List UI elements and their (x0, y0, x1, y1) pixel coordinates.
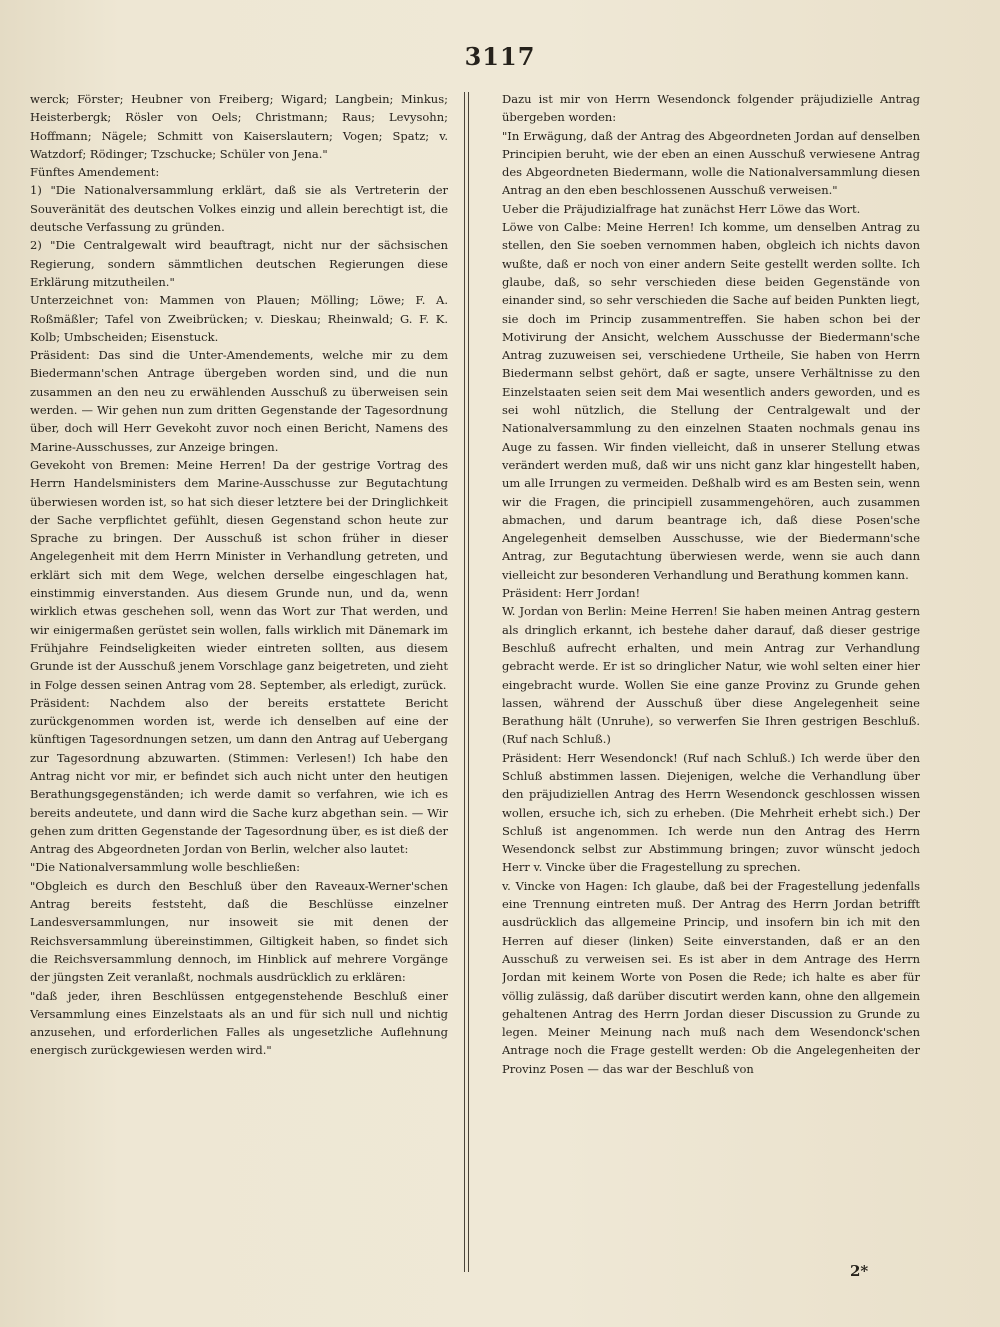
right-column-text: Dazu ist mir von Herrn Wesendonck folgender präjudizielle Antrag übergeben worden: "In Erwägung, daß der Antrag des Abgeordneten Jordan auf denselben Principien beruht, wie der eben an einen Ausschuß verwiesene Antrag des Abgeordneten Biedermann, wolle die Nationalversammlung diesen Antrag an den eben beschlossenen Ausschuß verweisen." Ueber die Präjudizialfrage hat zunächst Herr Löwe das Wort. Löwe von Calbe: Meine Herren! Ich komme, um denselben Antrag zu stellen, den Sie soeben vernommen haben, obgleich ich nichts davon wußte, daß er noch von einer andern Seite gestellt werden sollte. Ich glaube, daß, so sehr verschieden diese beiden Gegenstände von einander sind, so sehr verschieden die Sache auf beiden Punkten liegt, sie doch im Princip zusammentreffen. Sie haben schon bei der Motivirung der Ansicht, welchem Ausschusse der Biedermann'sche Antrag zuzuweisen sei, verschiedene Urtheile, Sie haben von Herrn Biedermann selbst gehört, daß er sagte, unsere Verhältnisse zu den Einzelstaaten seien seit dem Mai wesentlich anders geworden, und es sei wohl nützlich, die Stellung der Centralgewalt und der Nationalversammlung zu den einzelnen Staaten nochmals genau ins Auge zu fassen. Wir finden vielleicht, daß in unserer Stellung etwas verändert werden muß, daß wir uns nicht ganz klar hingestellt haben, um alle Irrungen zu vermeiden. Deßhalb wird es am Besten sein, wenn wir die Fragen, die principiell zusammengehören, auch zusammen abmachen, und darum beantrage ich, daß diese Posen'sche Angelegenheit demselben Ausschusse, wie der Biedermann'sche Antrag, zur Begutachtung überwiesen werde, wenn sie auch dann vielleicht zur besonderen Verhandlung und Berathung kommen kann. Präsident: Herr Jordan! W. Jordan von Berlin: Meine Herren! Sie haben meinen Antrag gestern als dringlich erkannt, ich bestehe daher darauf, daß dieser gestrige Beschluß aufrecht erhalten, und mein Antrag zur Verhandlung gebracht werde. Er ist so dringlicher Natur, wie wohl selten einer hier eingebracht wurde. Wollen Sie eine ganze Provinz zu Grunde gehen lassen, während der Ausschuß über diese Angelegenheit seine Berathung hält (Unruhe), so verwerfen Sie Ihren gestrigen Beschluß. (Ruf nach Schluß.) Präsident: Herr Wesendonck! (Ruf nach Schluß.) Ich werde über den Schluß abstimmen lassen. Diejenigen, welche die Verhandlung über den präjudiziellen Antrag des Herrn Wesendonck geschlossen wissen wollen, ersuche ich, sich zu erheben. (Die Mehrheit erhebt sich.) Der Schluß ist angenommen. Ich werde nun den Antrag des Herrn Wesendonck selbst zur Abstimmung bringen; zuvor wünscht jedoch Herr v. Vincke über die Fragestellung zu sprechen. v. Vincke von Hagen: Ich glaube, daß bei der Fragestellung jedenfalls eine Trennung eintreten muß. Der Antrag des Herrn Jordan betrifft ausdrücklich das allgemeine Princip, und insofern bin ich mit den Herren auf dieser (linken) Seite einverstanden, daß er an den Ausschuß zu verweisen sei. Es ist aber in dem Antrage des Herrn Jordan mit keinem Worte von Posen die Rede; ich halte es aber für völlig zulässig, daß darüber discutirt werden kann, ohne den allgemein gehaltenen Antrag des Herrn Jordan dieser Discussion zu Grunde zu legen. Meiner Meinung nach muß nach dem Wesendonck'schen Antrage noch die Frage gestellt werden: Ob die Angelegenheiten der Provinz Posen — das war der Beschluß von (502, 92, 920, 1076)
left-column-text: werck; Förster; Heubner von Freiberg; Wigard; Langbein; Minkus; Heisterbergk; Rösler von Oels; Christmann; Raus; Levysohn; Hoffmann; Nägele; Schmitt von Kaiserslautern; Vogen; Spatz; v. Watzdorf; Rödinger; Tzschucke; Schüler von Jena." Fünftes Amendement: 1) "Die Nationalversammlung erklärt, daß sie als Vertreterin der Souveränität des deutschen Volkes einzig und allein berechtigt ist, die deutsche Verfassung zu gründen. 2) "Die Centralgewalt wird beauftragt, nicht nur der sächsischen Regierung, sondern sämmtlichen deutschen Regierungen diese Erklärung mitzutheilen." Unterzeichnet von: Mammen von Plauen; Mölling; Löwe; F. A. Roßmäßler; Tafel von Zweibrücken; v. Dieskau; Rheinwald; G. F. K. Kolb; Umbscheiden; Eisenstuck. Präsident: Das sind die Unter-Amendements, welche mir zu dem Biedermann'schen Antrage übergeben worden sind, und die nun zusammen an den neu zu erwählenden Ausschuß zu überweisen sein werden. — Wir gehen nun zum dritten Gegenstande der Tagesordnung über, doch will Herr Gevekoht zuvor noch einen Bericht, Namens des Marine-Ausschusses, zur Anzeige bringen. Gevekoht von Bremen: Meine Herren! Da der gestrige Vortrag des Herrn Handelsministers dem Marine-Ausschusse zur Begutachtung überwiesen worden ist, so hat sich dieser letztere bei der Dringlichkeit der Sache verpflichtet gefühlt, diesen Gegenstand schon heute zur Sprache zu bringen. Der Ausschuß ist schon früher in dieser Angelegenheit mit dem Herrn Minister in Verhandlung getreten, und erklärt sich mit dem Wege, welchen derselbe eingeschlagen hat, einstimmig einverstanden. Aus diesem Grunde nun, und da, wenn wirklich etwas geschehen soll, wenn das Wort zur That werden, und wir einigermaßen gerüstet sein wollen, falls wirklich mit Dänemark im Frühjahre Feindseligkeiten wieder eintreten sollten, aus diesem Grunde ist der Ausschuß jenem Vorschlage ganz beigetreten, und zieht in Folge dessen seinen Antrag vom 28. September, als erledigt, zurück. Präsident: Nachdem also der bereits erstattete Bericht zurückgenommen worden ist, werde ich denselben auf eine der künftigen Tagesordnungen setzen, um dann den Antrag auf Uebergang zur Tagesordnung abzuwarten. (Stimmen: Verlesen!) Ich habe den Antrag nicht vor mir, er befindet sich auch nicht unter den heutigen Berathungsgegenständen; ich werde damit so verfahren, wie ich es bereits andeutete, und dann wird die Sache kurz abgethan sein. — Wir gehen zum dritten Gegenstande der Tagesordnung über, es ist dieß der Antrag des Abgeordneten Jordan von Berlin, welcher also lautet: "Die Nationalversammlung wolle beschließen: "Obgleich es durch den Beschluß über den Raveaux-Werner'schen Antrag bereits feststeht, daß die Beschlüsse einzelner Landesversammlungen, nur insoweit sie mit denen der Reichsversammlung übereinstimmen, Giltigkeit haben, so findet sich die Reichsversammlung dennoch, im Hinblick auf mehrere Vorgänge der jüngsten Zeit veranlaßt, nochmals ausdrücklich zu erklären: "daß jeder, ihren Beschlüssen entgegenstehende Beschluß einer Versammlung eines Einzelstaats als an und für sich null und nichtig anzusehen, und erforderlichen Falles als ungesetzliche Auflehnung energisch zurückgewiesen werden wird." (30, 92, 448, 1058)
column-divider (464, 92, 469, 1272)
page-number: 3117 (464, 42, 536, 71)
signature-mark: 2* (850, 1262, 869, 1280)
